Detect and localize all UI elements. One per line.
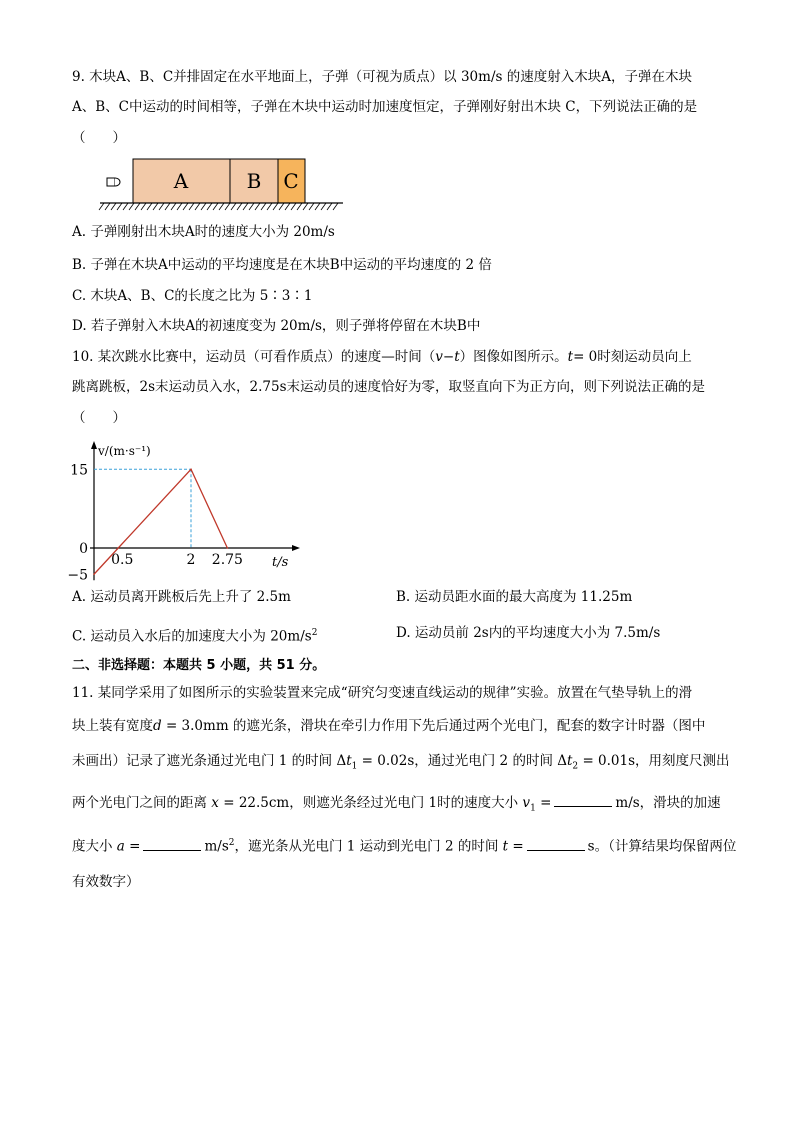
block-a-label: A xyxy=(173,169,189,193)
x-axis-arrow xyxy=(292,545,300,551)
q11-line-5 xyxy=(72,833,737,857)
ground-hatch-mark xyxy=(165,203,170,210)
q10-option-a[interactable]: A. 运动员离开跳板后先上升了 2.5m xyxy=(72,589,291,605)
ground-hatch-mark xyxy=(141,203,146,210)
block-b-label: B xyxy=(246,169,262,193)
y-tick-label: 15 xyxy=(70,462,88,479)
x-tick-label: 2.75 xyxy=(211,552,243,568)
ground-hatch-mark xyxy=(195,203,200,210)
q11-text: 未画出）记录了遮光条通过光电门 1 的时间 Δ xyxy=(72,753,347,769)
q11-text: = xyxy=(508,838,524,855)
answer-blank-v1[interactable] xyxy=(554,792,612,807)
q10-vt-symbol: v−t xyxy=(435,349,460,365)
y-axis-label: v/(m·s⁻¹) xyxy=(98,444,151,458)
answer-blank-a[interactable] xyxy=(143,836,201,851)
ground-hatch-mark xyxy=(309,203,314,210)
ground-hatch-mark xyxy=(267,203,272,210)
q11-text: 度大小 xyxy=(72,838,117,855)
ground-hatch-mark xyxy=(171,203,176,210)
q9-stem-line-2: A、B、C中运动的时间相等，子弹在木块中运动时加速度恒定，子弹刚好射出木块 C，下列说法正确的是 xyxy=(72,99,698,115)
ground-hatch-mark xyxy=(219,203,224,210)
q9-option-b[interactable]: B. 子弹在木块A中运动的平均速度是在木块B中运动的平均速度的 2 倍 xyxy=(72,257,492,273)
q11-line-3 xyxy=(72,751,732,777)
q10-stem-part: = 0时刻运动员向上 xyxy=(573,349,692,365)
ground-hatch-mark xyxy=(285,203,290,210)
q10-stem-part: ）图像如图所示。 xyxy=(459,349,568,365)
ground-hatch-mark xyxy=(261,203,266,210)
q11-t-symbol: t xyxy=(346,753,352,769)
q11-text: ，遮光条从光电门 1 运动到光电门 2 的时间 xyxy=(234,838,503,855)
q11-text: m/s xyxy=(204,838,229,855)
velocity-data-point xyxy=(227,547,229,549)
ground-hatch-mark xyxy=(207,203,212,210)
ground-hatch-mark xyxy=(177,203,182,210)
vt-chart xyxy=(67,438,310,584)
q11-t-symbol: t xyxy=(502,838,509,855)
ground-hatch-mark xyxy=(291,203,296,210)
y-tick-label: 0 xyxy=(79,541,88,557)
x-axis-label: t/s xyxy=(272,555,289,570)
q11-line-2 xyxy=(72,716,732,736)
q10-option-c[interactable] xyxy=(72,623,317,647)
ground-hatch-mark xyxy=(333,203,338,210)
q11-text: = 22.5cm，则遮光条经过光电门 1时的速度大小 xyxy=(218,795,523,811)
q11-text: = xyxy=(535,795,552,811)
ground-hatch-mark xyxy=(189,203,194,210)
q9-blocks-figure xyxy=(100,155,350,215)
ground-hatch-mark xyxy=(321,203,326,210)
ground-hatch-mark xyxy=(303,203,308,210)
y-tick-label: −5 xyxy=(67,567,88,584)
q11-line-1: 11. 某同学采用了如图所示的实验装置来完成“研究匀变速直线运动的规律”实验。放置在气垫导轨上的滑 xyxy=(72,685,693,701)
q10-option-d[interactable]: D. 运动员前 2s内的平均速度大小为 7.5m/s xyxy=(396,625,661,641)
q10-t-symbol: t xyxy=(567,349,574,365)
q9-option-d[interactable]: D. 若子弹射入木块A的初速度变为 20m/s，则子弹将停留在木块B中 xyxy=(72,318,481,334)
velocity-data-point xyxy=(190,468,192,470)
q11-sub: 2 xyxy=(572,761,579,772)
ground-hatch-mark xyxy=(213,203,218,210)
ground-hatching xyxy=(99,203,343,210)
bullet-icon xyxy=(107,178,120,186)
q11-text: = xyxy=(124,838,141,855)
q10-option-c-text: C. 运动员入水后的加速度大小为 20m/s xyxy=(72,628,312,645)
y-axis-arrow xyxy=(91,441,97,449)
q11-text: = 0.01s，用刻度尺测出 xyxy=(578,753,730,769)
x-tick-label: 2 xyxy=(186,552,196,568)
q11-text: 两个光电门之间的距离 xyxy=(72,795,212,811)
q11-a-symbol: a xyxy=(116,838,125,855)
q11-text: 块上装有宽度 xyxy=(72,718,153,734)
q10-stem-part: 10. 某次跳水比赛中，运动员（可看作质点）的速度—时间（ xyxy=(72,349,436,365)
ground-hatch-mark xyxy=(135,203,140,210)
ground-hatch-mark xyxy=(297,203,302,210)
ground-hatch-mark xyxy=(279,203,284,210)
q11-sub: 1 xyxy=(351,761,358,772)
q11-text: = 3.0mm 的遮光条，滑块在牵引力作用下先后通过两个光电门，配套的数字计时器（图中 xyxy=(161,718,706,734)
q11-d-symbol: d xyxy=(153,718,162,734)
ground-hatch-mark xyxy=(237,203,242,210)
ground-hatch-mark xyxy=(105,203,110,210)
ground-hatch-mark xyxy=(231,203,236,210)
ground-hatch-mark xyxy=(129,203,134,210)
ground-hatch-mark xyxy=(327,203,332,210)
x-tick-label: 0.5 xyxy=(111,552,134,568)
q11-x-symbol: x xyxy=(211,795,219,811)
q10-stem-line-2: 跳离跳板，2s末运动员入水，2.75s末运动员的速度恰好为零，取竖直向下为正方向，则下列说法正确的是 xyxy=(72,379,706,395)
q11-text: = 0.02s，通过光电门 2 的时间 Δ xyxy=(357,753,567,769)
q9-answer-paren: （ ） xyxy=(72,130,126,146)
section-2-title: 二、非选择题：本题共 5 小题，共 51 分。 xyxy=(72,658,326,673)
ground-hatch-mark xyxy=(225,203,230,210)
velocity-data-point xyxy=(117,547,119,549)
ground-hatch-mark xyxy=(315,203,320,210)
block-c-label: C xyxy=(283,169,299,193)
velocity-data-point xyxy=(93,573,95,575)
q11-text: m/s，滑块的加速 xyxy=(615,795,721,811)
q10-stem-line-1 xyxy=(72,347,732,367)
q11-v-symbol: v xyxy=(522,795,531,811)
ground-hatch-mark xyxy=(249,203,254,210)
q10-option-b[interactable]: B. 运动员距水面的最大高度为 11.25m xyxy=(396,589,633,605)
ground-hatch-mark xyxy=(243,203,248,210)
ground-hatch-mark xyxy=(99,203,104,210)
q11-text: s。（计算结果均保留两位 xyxy=(587,838,737,855)
q11-line-6: 有效数字） xyxy=(72,874,140,890)
q11-sub: 1 xyxy=(530,803,536,814)
q11-t-symbol: t xyxy=(566,753,573,769)
q9-option-c[interactable]: C. 木块A、B、C的长度之比为 5∶3∶1 xyxy=(72,288,313,304)
ground-hatch-mark xyxy=(111,203,116,210)
ground-hatch-mark xyxy=(255,203,260,210)
ground-hatch-mark xyxy=(159,203,164,210)
ground-hatch-mark xyxy=(147,203,152,210)
q10-answer-paren: （ ） xyxy=(72,410,126,426)
q9-option-a[interactable]: A. 子弹刚射出木块A时的速度大小为 20m/s xyxy=(72,224,335,240)
q9-stem-line-1: 9. 木块A、B、C并排固定在水平地面上，子弹（可视为质点）以 30m/s 的速度射入木块A，子弹在木块 xyxy=(72,69,692,85)
ground-hatch-mark xyxy=(117,203,122,210)
q11-sup: 2 xyxy=(228,838,235,848)
ground-hatch-mark xyxy=(273,203,278,210)
ground-hatch-mark xyxy=(183,203,188,210)
ground-hatch-mark xyxy=(153,203,158,210)
q11-line-4 xyxy=(72,792,732,819)
ground-hatch-mark xyxy=(201,203,206,210)
ground-hatch-mark xyxy=(123,203,128,210)
q10-option-c-sup: 2 xyxy=(311,628,318,638)
answer-blank-t[interactable] xyxy=(527,836,585,851)
